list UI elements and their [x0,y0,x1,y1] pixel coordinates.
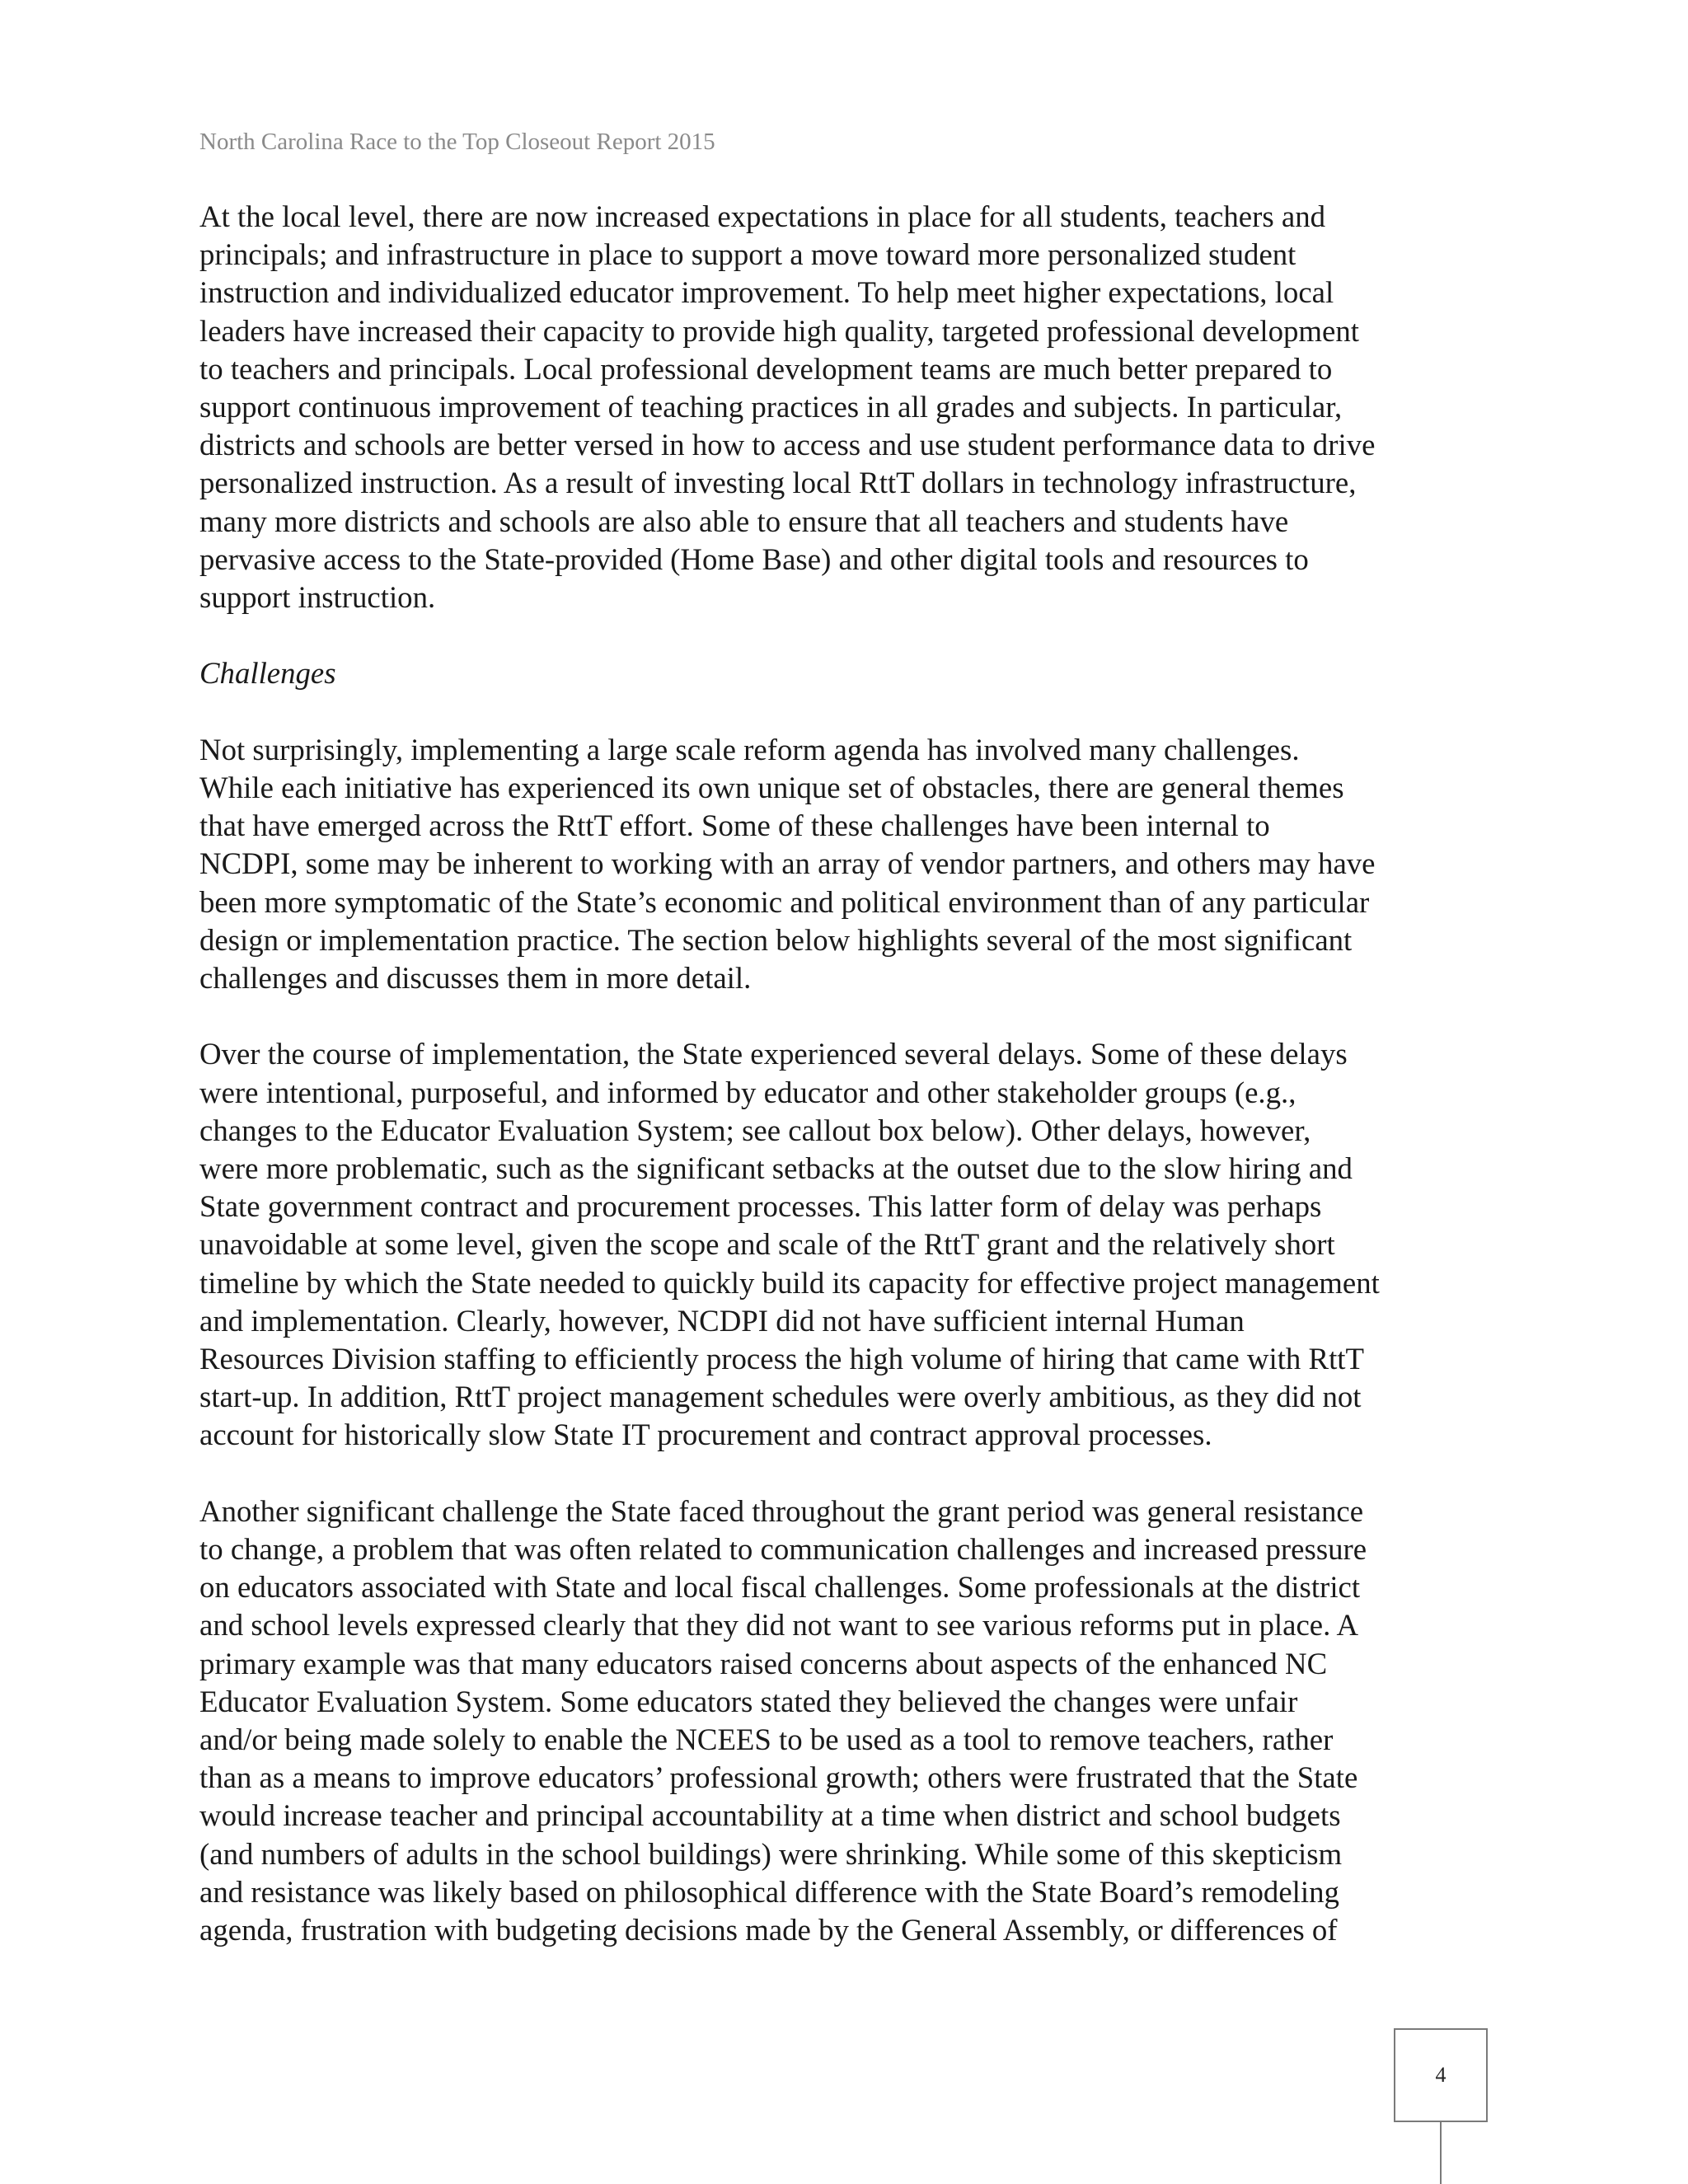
text-line: Another significant challenge the State faced throughout the grant period was general resistance [199,1493,1364,1528]
text-line: were more problematic, such as the significant setbacks at the outset due to the slow hiring and [199,1151,1353,1186]
text-line: (and numbers of adults in the school buildings) were shrinking. While some of this skepticism [199,1836,1343,1871]
text-line: State government contract and procurement processes. This latter form of delay was perhaps [199,1189,1322,1224]
page-number-box [1394,2028,1488,2122]
text-line: Over the course of implementation, the State experienced several delays. Some of these delays [199,1037,1348,1071]
text-line: and resistance was likely based on philosophical difference with the State Board’s remodeling [199,1874,1339,1909]
text-line: While each initiative has experienced its own unique set of obstacles, there are general themes [199,771,1344,805]
text-line: At the local level, there are now increased expectations in place for all students, teachers and [199,199,1326,233]
text-line: primary example was that many educators raised concerns about aspects of the enhanced NC [199,1646,1328,1680]
paragraph-local-level [199,198,1502,616]
text-line: Not surprisingly, implementing a large scale reform agenda has involved many challenges. [199,732,1300,766]
paragraph-challenges-intro [199,731,1502,997]
text-line: were intentional, purposeful, and informed by educator and other stakeholder groups (e.g., [199,1075,1296,1109]
page-number-stem [1440,2122,1442,2184]
text-line: on educators associated with State and local fiscal challenges. Some professionals at the district [199,1570,1361,1605]
text-line: would increase teacher and principal accountability at a time when district and school budgets [199,1798,1341,1833]
text-line: and implementation. Clearly, however, NCDPI did not have sufficient internal Human [199,1303,1245,1338]
text-line: and school levels expressed clearly that they did not want to see various reforms put in place. A [199,1608,1359,1643]
text-line: challenges and discusses them in more detail. [199,961,752,996]
text-line: design or implementation practice. The section below highlights several of the most significant [199,922,1353,957]
text-line: leaders have increased their capacity to provide high quality, targeted professional development [199,313,1359,348]
text-line: agenda, frustration with budgeting decisions made by the General Assembly, or differences of [199,1913,1338,1947]
text-line: districts and schools are better versed in how to access and use student performance data to drive [199,428,1376,462]
paragraph-resistance [199,1493,1502,1949]
text-line: many more districts and schools are also able to ensure that all teachers and students have [199,504,1289,538]
text-line: start-up. In addition, RttT project management schedules were overly ambitious, as they did not [199,1380,1362,1414]
text-line: been more symptomatic of the State’s economic and political environment than of any particular [199,884,1370,919]
running-header: North Carolina Race to the Top Closeout Report 2015 [199,129,715,155]
text-line: principals; and infrastructure in place to support a move toward more personalized student [199,237,1296,272]
section-heading-challenges: Challenges [199,656,336,691]
text-line: to change, a problem that was often related to communication challenges and increased pressure [199,1532,1367,1567]
text-line: and/or being made solely to enable the NCEES to be used as a tool to remove teachers, rather [199,1722,1334,1757]
paragraph-delays [199,1035,1502,1454]
text-line: to teachers and principals. Local professional development teams are much better prepared to [199,351,1333,386]
text-line: pervasive access to the State-provided (Home Base) and other digital tools and resources to [199,541,1309,576]
text-line: instruction and individualized educator improvement. To help meet higher expectations, local [199,275,1334,310]
text-line: account for historically slow State IT procurement and contract approval processes. [199,1418,1212,1452]
text-line: that have emerged across the RttT effort. Some of these challenges have been internal to [199,808,1270,843]
text-line: timeline by which the State needed to quickly build its capacity for effective project management [199,1265,1380,1300]
page-number: 4 [1435,2063,1447,2087]
text-line: support continuous improvement of teaching practices in all grades and subjects. In particular, [199,390,1343,424]
text-line: unavoidable at some level, given the scope and scale of the RttT grant and the relatively short [199,1227,1335,1262]
document-body [199,198,1502,1987]
text-line: changes to the Educator Evaluation System; see callout box below). Other delays, however, [199,1113,1311,1147]
text-line: NCDPI, some may be inherent to working with an array of vendor partners, and others may have [199,846,1376,881]
text-line: than as a means to improve educators’ professional growth; others were frustrated that the State [199,1760,1358,1795]
text-line: Resources Division staffing to efficiently process the high volume of hiring that came with RttT [199,1342,1364,1376]
text-line: Educator Evaluation System. Some educators stated they believed the changes were unfair [199,1684,1298,1718]
text-line: support instruction. [199,580,436,615]
text-line: personalized instruction. As a result of investing local RttT dollars in technology infrastructure, [199,466,1357,500]
